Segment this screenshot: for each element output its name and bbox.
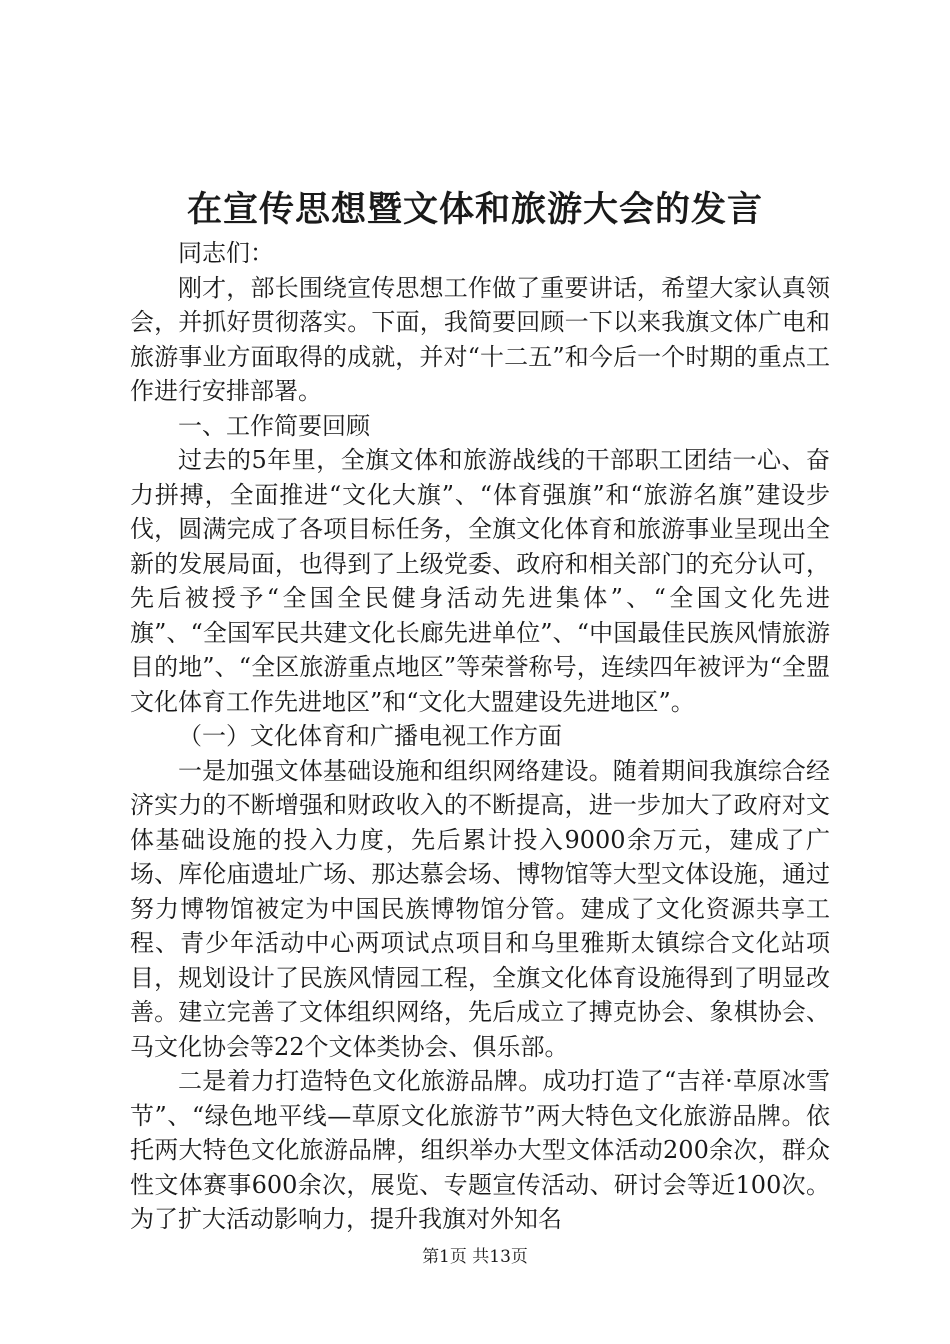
document-title: 在宣传思想暨文体和旅游大会的发言 (186, 189, 763, 230)
review-paragraph: 过去的5年里，全旗文体和旅游战线的干部职工团结一心、奋力拼搏，全面推进“文化大旗”、“体育强旗”和“旅游名旗”建设步伐，圆满完成了各项目标任务，全旗文化体育和旅游事业呈现出全新的发展局面，也得到了上级党委、政府和相关部门的充分认可，先后被授予“全国全民健身活动先进集体”、“全国文化先进旗”、“全国军民共建文化长廊先进单位”、“中国最佳民族风情旅游目的地”、“全区旅游重点地区”等荣誉称号，连续四年被评为“全盟文化体育工作先进地区”和“文化大盟建设先进地区”。 (130, 446, 830, 716)
document-body (130, 236, 830, 1237)
page-footer: 第1页 共13页 (422, 1247, 528, 1267)
brand-paragraph: 二是着力打造特色文化旅游品牌。成功打造了“吉祥·草原冰雪节”、“绿色地平线—草原文化旅游节”两大特色文化旅游品牌。依托两大特色文化旅游品牌，组织举办大型文体活动200余次，群众性文体赛事600余次，展览、专题宣传活动、研讨会等近100次。为了扩大活动影响力，提升我旗对外知名 (130, 1067, 830, 1233)
subsection-heading: （一）文化体育和广播电视工作方面 (178, 722, 562, 750)
intro-paragraph: 刚才，部长围绕宣传思想工作做了重要讲话，希望大家认真领会，并抓好贯彻落实。下面，我简要回顾一下以来我旗文体广电和旅游事业方面取得的成就，并对“十二五”和今后一个时期的重点工作进行安排部署。 (130, 273, 830, 405)
infrastructure-paragraph: 一是加强文体基础设施和组织网络建设。随着期间我旗综合经济实力的不断增强和财政收入的不断提高，进一步加大了政府对文体基础设施的投入力度，先后累计投入9000余万元，建成了广场、库伦庙遗址广场、那达慕会场、博物馆等大型文体设施，通过努力博物馆被定为中国民族博物馆分管。建成了文化资源共享工程、青少年活动中心两项试点项目和乌里雅斯太镇综合文化站项目，规划设计了民族风情园工程，全旗文化体育设施得到了明显改善。建立完善了文体组织网络，先后成立了搏克协会、象棋协会、马文化协会等22个文体类协会、俱乐部。 (130, 756, 830, 1061)
salutation-paragraph: 同志们： (178, 239, 274, 267)
section-heading: 一、工作简要回顾 (178, 411, 370, 440)
